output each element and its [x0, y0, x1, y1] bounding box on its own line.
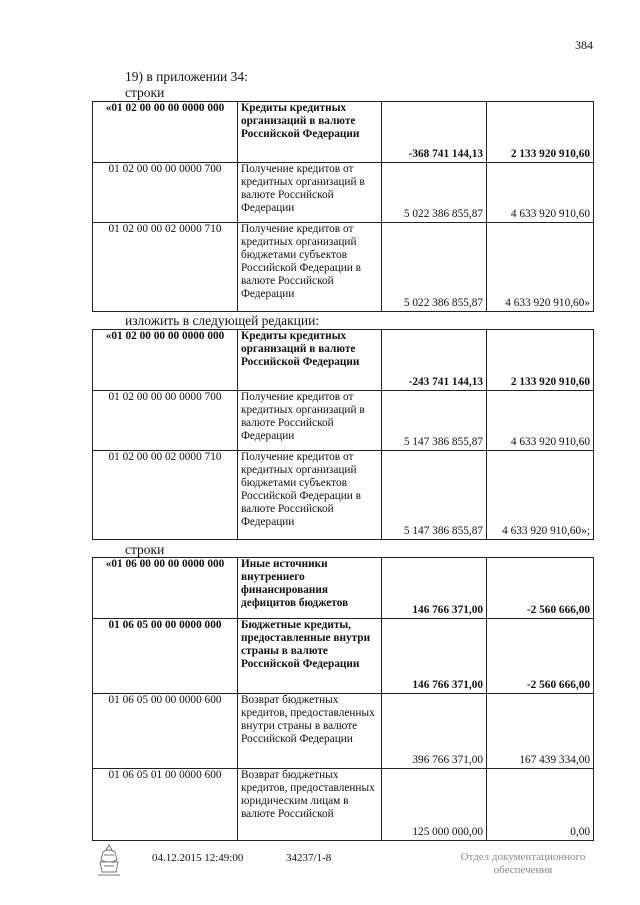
- row-value-2: 4 633 920 910,60: [487, 163, 594, 223]
- footer-datetime: 04.12.2015 12:49:00: [152, 852, 244, 864]
- table-row: [93, 769, 594, 841]
- row-value-1: 396 766 371,00: [382, 694, 487, 769]
- row-value-2: 2 133 920 910,60: [487, 330, 594, 391]
- page-number: 384: [575, 38, 593, 52]
- table-row: [93, 558, 594, 619]
- row-name: Кредиты кредитных организаций в валюте Российской Федерации: [238, 330, 382, 391]
- row-name: Получение кредитов от кредитных организаций бюджетами субъектов Российской Федерации в валюте Российской Федерации: [238, 223, 382, 312]
- table-row: [93, 330, 594, 391]
- row-name: Получение кредитов от кредитных организаций в валюте Российской Федерации: [238, 163, 382, 223]
- row-name: Получение кредитов от кредитных организаций в валюте Российской Федерации: [238, 391, 382, 451]
- table-row: [93, 619, 594, 694]
- table-row: [93, 694, 594, 769]
- row-value-2: 2 133 920 910,60: [487, 102, 594, 163]
- row-value-2: -2 560 666,00: [487, 558, 594, 619]
- table-new-rows: [92, 329, 594, 540]
- table-row: [93, 102, 594, 163]
- row-code: 01 02 00 00 02 0000 710: [93, 451, 238, 540]
- row-code: 01 06 05 00 00 0000 600: [93, 694, 238, 769]
- row-value-2: 4 633 920 910,60: [487, 391, 594, 451]
- row-code: 01 02 00 00 02 0000 710: [93, 223, 238, 312]
- table-row: [93, 223, 594, 312]
- row-name: Возврат бюджетных кредитов, предоставленных внутри страны в валюте Российской Федерации: [238, 694, 382, 769]
- rows-label: строки: [125, 85, 165, 100]
- row-code: «01 02 00 00 00 0000 000: [93, 330, 238, 391]
- footer-doc-number: 34237/1-8: [286, 852, 332, 864]
- item-heading: 19) в приложении 34:: [125, 69, 248, 84]
- row-code: 01 06 05 00 00 0000 000: [93, 619, 238, 694]
- table-original-rows: [92, 101, 594, 312]
- rows-label-2: строки: [125, 542, 165, 557]
- table-other-sources: [92, 557, 594, 841]
- emblem-icon: [94, 842, 124, 878]
- row-value-1: -368 741 144,13: [382, 102, 487, 163]
- row-value-2: 167 439 334,00: [487, 694, 594, 769]
- row-value-2: -2 560 666,00: [487, 619, 594, 694]
- row-code: 01 02 00 00 00 0000 700: [93, 163, 238, 223]
- row-code: «01 02 00 00 00 0000 000: [93, 102, 238, 163]
- row-value-2: 4 633 920 910,60»: [487, 223, 594, 312]
- row-name: Возврат бюджетных кредитов, предоставленных юридическим лицам в валюте Российской: [238, 769, 382, 841]
- table-row: [93, 391, 594, 451]
- row-name: Иные источники внутреннего финансирования дефицитов бюджетов: [238, 558, 382, 619]
- row-name: Получение кредитов от кредитных организаций бюджетами субъектов Российской Федерации в валюте Российской Федерации: [238, 451, 382, 540]
- row-value-1: 5 022 386 855,87: [382, 223, 487, 312]
- row-value-2: 4 633 920 910,60»;: [487, 451, 594, 540]
- row-value-1: -243 741 144,13: [382, 330, 487, 391]
- row-value-1: 5 147 386 855,87: [382, 391, 487, 451]
- row-name: Кредиты кредитных организаций в валюте Российской Федерации: [238, 102, 382, 163]
- row-value-1: 146 766 371,00: [382, 558, 487, 619]
- table-row: [93, 163, 594, 223]
- row-value-1: 5 022 386 855,87: [382, 163, 487, 223]
- row-value-1: 146 766 371,00: [382, 619, 487, 694]
- row-name: Бюджетные кредиты, предоставленные внутри страны в валюте Российской Федерации: [238, 619, 382, 694]
- row-code: «01 06 00 00 00 0000 000: [93, 558, 238, 619]
- row-value-2: 0,00: [487, 769, 594, 841]
- row-value-1: 5 147 386 855,87: [382, 451, 487, 540]
- replace-label: изложить в следующей редакции:: [125, 313, 320, 328]
- row-value-1: 125 000 000,00: [382, 769, 487, 841]
- row-code: 01 02 00 00 00 0000 700: [93, 391, 238, 451]
- table-row: [93, 451, 594, 540]
- row-code: 01 06 05 01 00 0000 600: [93, 769, 238, 841]
- footer-department: Отдел документационного обеспечения: [460, 851, 586, 876]
